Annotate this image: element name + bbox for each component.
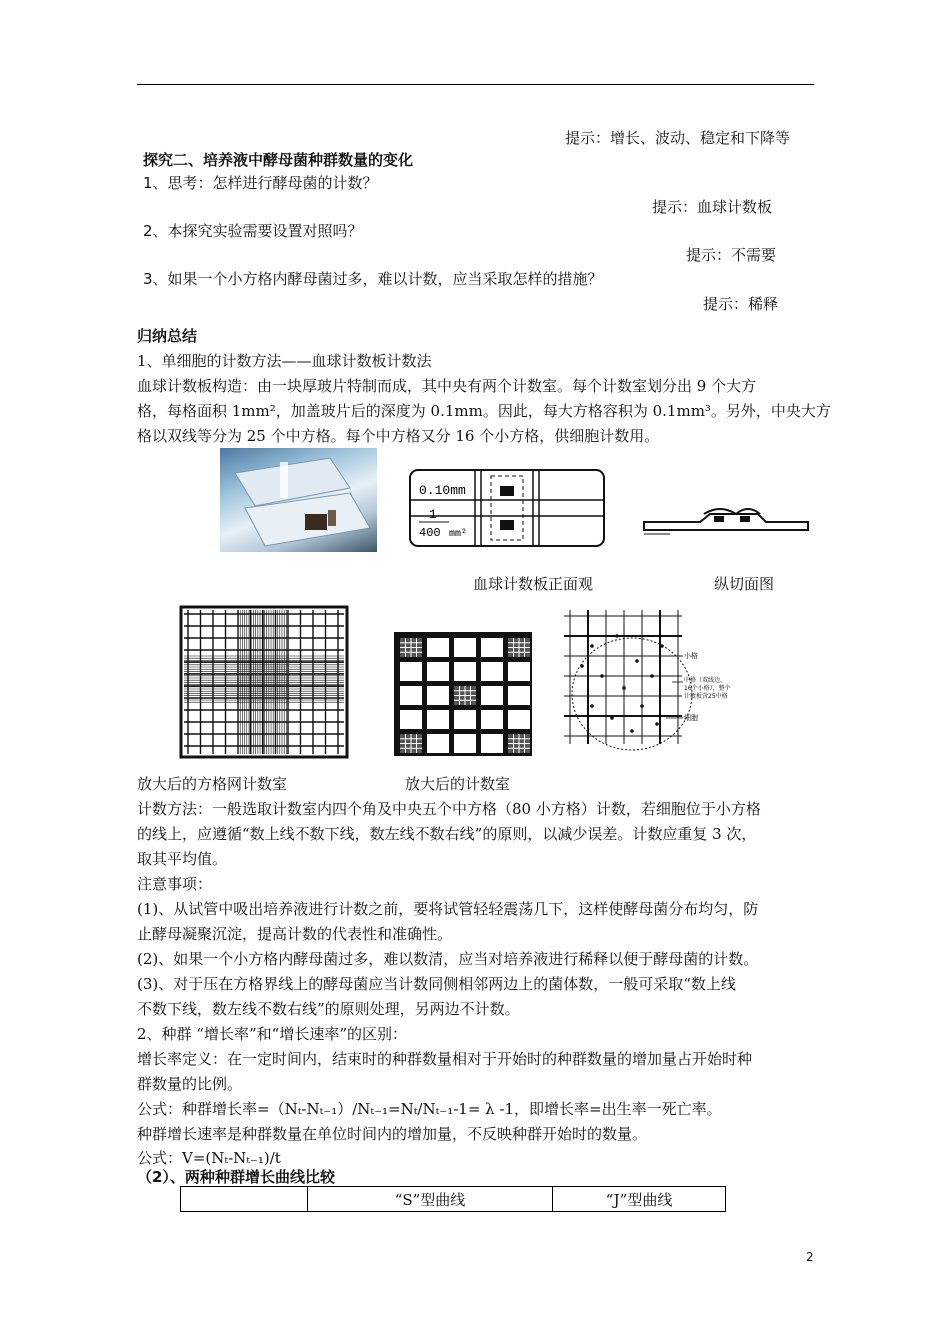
- enlarged-chamber-graphic: [394, 632, 532, 756]
- section-view-drawing: [640, 500, 812, 540]
- cells-grid-drawing: [562, 606, 731, 746]
- enlarged-chamber-drawing: [394, 632, 532, 756]
- front-label-frac-bottom: 400: [419, 526, 441, 540]
- legend-medium-square: 中格（双线边， 16个小格），整个 计数板含25中格: [684, 677, 731, 700]
- formula-growth-rate: 公式：种群增长率=（Nₜ-Nₜ₋₁）/Nₜ₋₁=Nₜ/Nₜ₋₁-1= λ -1，即增长率=出生率一死亡率。: [137, 1100, 722, 1118]
- method-line: 计数方法：一般选取计数室内四个角及中央五个中方格（80 小方格）计数，若细胞位于小方格: [137, 800, 761, 818]
- note-line: (3)、对于压在方格界线上的酵母菌应当计数同侧相邻两边上的菌体数，一般可采取“数上线: [137, 975, 736, 993]
- rate-definition-line: 群数量的比例。: [137, 1075, 243, 1093]
- formula-growth-speed: 公式：V=(Nₜ-Nₜ₋₁)/t: [137, 1149, 281, 1167]
- legend-small-square: 小格: [684, 652, 698, 660]
- caption-enlarged-grid: 放大后的方格网计数室: [137, 775, 288, 793]
- summary-heading: 归纳总结: [137, 327, 198, 345]
- enlarged-grid-graphic: [178, 604, 350, 760]
- notes-heading: 注意事项：: [137, 875, 213, 893]
- front-view-drawing: [407, 466, 607, 550]
- structure-paragraph-line: 格以双线等分为 25 个中方格。每个中方格又分 16 个小方格，供细胞计数用。: [137, 427, 660, 445]
- table-row: [181, 1187, 726, 1212]
- caption-front-view: 血球计数板正面观: [473, 575, 594, 593]
- summary-item-2: 2、种群 “增长率”和“增长速率”的区别：: [137, 1025, 407, 1043]
- legend-cell: 细胞: [684, 714, 698, 722]
- note-line: (1)、从试管中吸出培养液进行计数之前，要将试管轻轻震荡几下，这样使酵母菌分布均匀，防: [137, 900, 759, 918]
- front-label-frac-top: 1: [429, 507, 437, 522]
- section2-title: 探究二、培养液中酵母菌种群数量的变化: [143, 151, 414, 169]
- table-header-cell: “J”型曲线: [553, 1187, 726, 1212]
- question-2: 2、本探究实验需要设置对照吗？: [143, 222, 363, 240]
- answer-3: 提示：稀释: [703, 295, 779, 313]
- front-label-unit: mm²: [449, 529, 468, 540]
- compare-heading: （2）、两种种群增长曲线比较: [137, 1168, 335, 1186]
- header-rule: [137, 84, 814, 85]
- caption-section-view: 纵切面图: [714, 575, 775, 593]
- enlarged-grid-drawing: [178, 604, 350, 760]
- rate-definition-line: 增长率定义：在一定时间内，结束时的种群数量相对于开始时的种群数量的增加量占开始时种: [137, 1050, 753, 1068]
- method-line: 取其平均值。: [137, 850, 228, 868]
- speed-definition: 种群增长速率是种群数量在单位时间内的增加量，不反映种群开始时的数量。: [137, 1125, 648, 1143]
- summary-item-1: 1、单细胞的计数方法——血球计数板计数法: [137, 352, 432, 370]
- comparison-table: [180, 1186, 726, 1212]
- table-header-cell: “S”型曲线: [308, 1187, 553, 1212]
- structure-paragraph-line: 格，每格面积 1mm²，加盖玻片后的深度为 0.1mm。因此，每大方格容积为 0.1mm³。另外，中央大方: [137, 402, 831, 420]
- structure-paragraph-line: 血球计数板构造：由一块厚玻片特制而成，其中央有两个计数室。每个计数室划分出 9 个大方: [137, 377, 757, 395]
- table-header-cell: [181, 1187, 308, 1212]
- counting-board-photo: [220, 448, 377, 552]
- cells-grid-graphic: [562, 606, 731, 746]
- answer-2: 提示：不需要: [686, 246, 777, 264]
- answer-1: 提示：血球计数板: [652, 198, 773, 216]
- page-number: 2: [806, 1250, 814, 1264]
- question-1: 1、思考：怎样进行酵母菌的计数？: [143, 174, 378, 192]
- question-3: 3、如果一个小方格内酵母菌过多，难以计数，应当采取怎样的措施？: [143, 270, 603, 288]
- caption-enlarged-chamber: 放大后的计数室: [405, 775, 511, 793]
- note-line: 不数下线，数左线不数右线”的原则处理，另两边不计数。: [137, 1000, 520, 1018]
- hint-top: 提示：增长、波动、稳定和下降等: [565, 129, 791, 147]
- note-line: (2)、如果一个小方格内酵母菌过多，难以数清，应当对培养液进行稀释以便于酵母菌的计数。: [137, 950, 759, 968]
- front-label-size: 0.10mm: [419, 483, 466, 498]
- counting-board-photo-graphic: [220, 448, 377, 552]
- note-line: 止酵母凝聚沉淀，提高计数的代表性和准确性。: [137, 925, 453, 943]
- method-line: 的线上，应遵循“数上线不数下线，数左线不数右线”的原则，以减少误差。计数应重复 3 次，: [137, 825, 757, 843]
